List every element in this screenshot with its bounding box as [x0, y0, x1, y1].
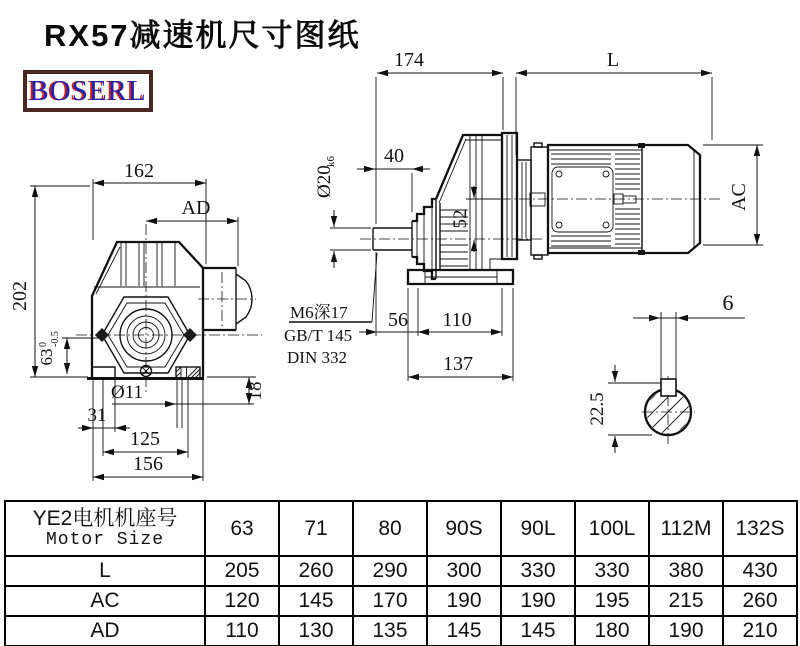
fan-cover-clip: [638, 143, 645, 148]
table-cell: 110: [205, 616, 279, 646]
table-cell: 260: [723, 586, 797, 616]
side-view-drawing: [284, 49, 763, 381]
table-cell: 330: [501, 556, 575, 586]
table-cell: 180: [575, 616, 649, 646]
dim-110: 110: [442, 309, 472, 331]
table-cell: 205: [205, 556, 279, 586]
table-cell: 145: [279, 586, 353, 616]
dim-156: 156: [133, 453, 163, 475]
dim-202: 202: [9, 281, 31, 311]
table-header-motor-size: [5, 501, 205, 556]
table-cell: 300: [427, 556, 501, 586]
motor-size-table: [4, 500, 798, 646]
dim-ad: AD: [181, 197, 211, 219]
dim-162: 162: [124, 160, 154, 182]
table-cell: 430: [723, 556, 797, 586]
dim-shaft-tolerance: k6: [325, 156, 337, 167]
shaft-section-drawing: [587, 290, 745, 453]
boserl-logo-text: BOSERL: [29, 74, 147, 107]
table-cell: 260: [279, 556, 353, 586]
column-header: 100L: [575, 501, 649, 556]
column-header: 71: [279, 501, 353, 556]
dim-40: 40: [384, 145, 404, 167]
table-row-ac: [5, 586, 797, 616]
table-cell: 135: [353, 616, 427, 646]
front-view-drawing: [9, 160, 266, 481]
table-cell: 195: [575, 586, 649, 616]
bolt-right: [183, 328, 197, 342]
table-cell: 290: [353, 556, 427, 586]
table-cell: 190: [427, 586, 501, 616]
note-gbt: GB/T 145: [284, 326, 353, 345]
table-cell: 380: [649, 556, 723, 586]
table-cell: 210: [723, 616, 797, 646]
table-row-l: [5, 556, 797, 586]
dim-key-width: 6: [722, 290, 734, 315]
table-cell: 145: [501, 616, 575, 646]
dim-ac: AC: [728, 183, 750, 211]
row-label: L: [5, 556, 205, 586]
table-cell: 120: [205, 586, 279, 616]
bolt-left: [95, 328, 109, 342]
dim-174: 174: [394, 49, 424, 71]
column-header: 63: [205, 501, 279, 556]
motor-size-label-en: Motor Size: [45, 529, 165, 550]
note-din: DIN 332: [287, 348, 347, 367]
table-cell: 145: [427, 616, 501, 646]
dim-63-sup: 0: [38, 342, 49, 347]
table-row-ad: [5, 616, 797, 646]
column-header: 80: [353, 501, 427, 556]
dim-52: 52: [450, 209, 471, 229]
row-label: AD: [5, 616, 205, 646]
column-header: 132S: [723, 501, 797, 556]
table-cell: 130: [279, 616, 353, 646]
dim-l: L: [606, 49, 620, 71]
table-cell: 190: [501, 586, 575, 616]
table-cell: 170: [353, 586, 427, 616]
dim-63: 63: [37, 348, 56, 366]
dim-56: 56: [388, 309, 408, 331]
column-header: 90S: [427, 501, 501, 556]
page-title: RX57减速机尺寸图纸: [44, 18, 361, 53]
dim-diameter-11: Ø11: [110, 382, 144, 403]
table-cell: 330: [575, 556, 649, 586]
dim-137: 137: [443, 353, 473, 375]
motor-size-label-cn: YE2电机机座号: [32, 506, 178, 530]
note-thread: M6深17: [290, 303, 348, 322]
fan-cover-clip: [638, 250, 645, 255]
dim-31: 31: [87, 405, 107, 426]
dim-key-depth: 22.5: [587, 392, 608, 426]
column-header: 112M: [649, 501, 723, 556]
dim-63-sub: -0.5: [50, 331, 61, 347]
dim-shaft-diameter: Ø20: [314, 165, 335, 198]
motor-frame-window: [552, 167, 613, 232]
row-label: AC: [5, 586, 205, 616]
table-cell: 190: [649, 616, 723, 646]
dim-18: 18: [245, 381, 266, 401]
table-cell: 215: [649, 586, 723, 616]
dim-125: 125: [130, 428, 160, 450]
column-header: 90L: [501, 501, 575, 556]
